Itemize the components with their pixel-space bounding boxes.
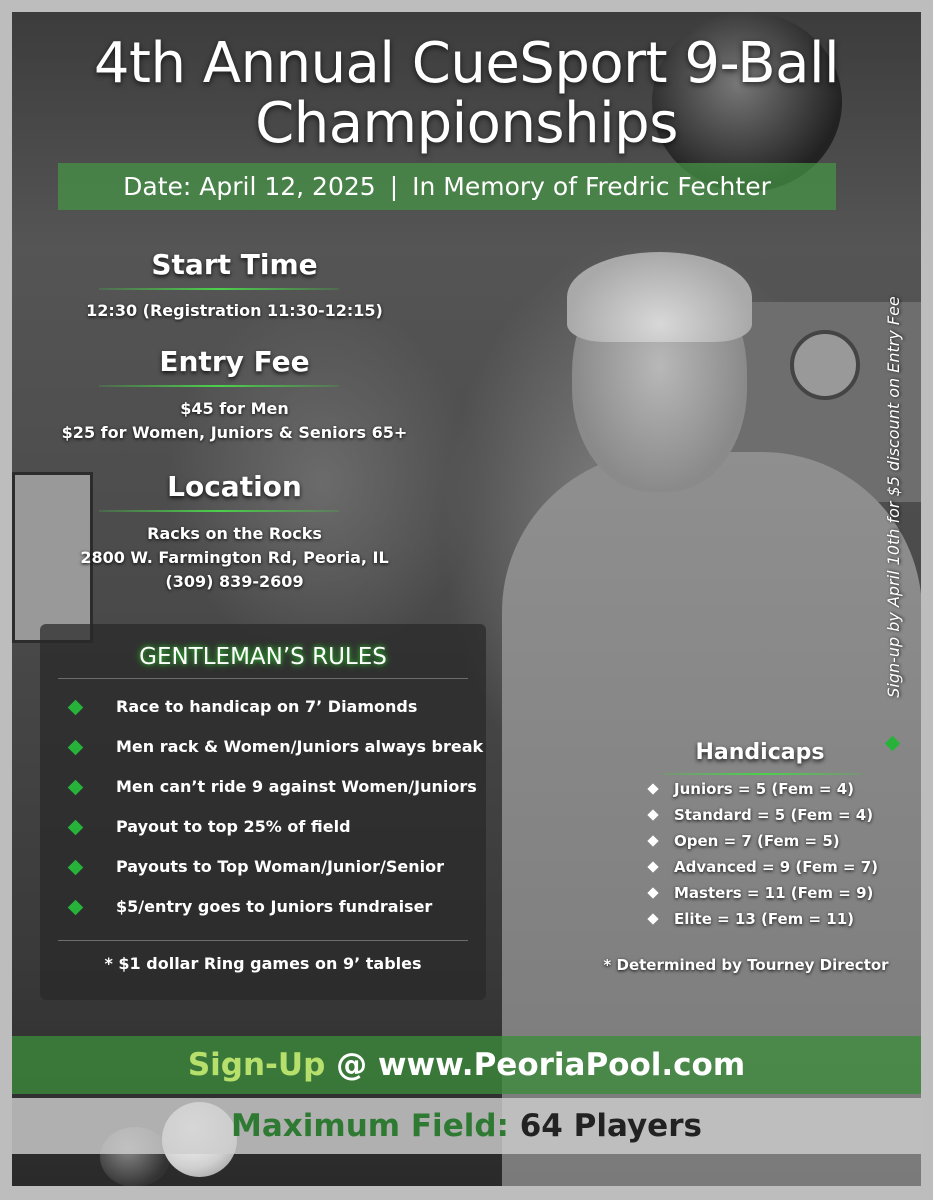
venue-phone: (309) 839-2609 <box>165 572 304 591</box>
venue-name: Racks on the Rocks <box>147 524 322 543</box>
rules-panel <box>40 624 486 1000</box>
green-diamond-icon <box>68 740 84 756</box>
max-field-label: Maximum Field: <box>231 1108 509 1144</box>
green-diamond-icon <box>68 820 84 836</box>
rules-list <box>58 692 484 932</box>
venue-address: 2800 W. Farmington Rd, Peoria, IL <box>80 548 389 567</box>
entry-fee-others: $25 for Women, Juniors & Seniors 65+ <box>61 423 408 442</box>
date-separator: | <box>389 172 399 201</box>
white-diamond-icon <box>647 809 658 820</box>
rules-title: GENTLEMAN’S RULES <box>139 644 387 670</box>
rules-top-divider <box>58 678 468 679</box>
handicap-item: Masters = 11 (Fem = 9) <box>644 880 878 906</box>
rules-bottom-divider <box>58 940 468 941</box>
handicaps-divider <box>662 773 862 775</box>
green-diamond-icon <box>68 780 84 796</box>
memorial-text: In Memory of Fredric Fechter <box>412 172 771 201</box>
white-diamond-icon <box>647 887 658 898</box>
poster <box>12 12 921 1186</box>
start-time-text: 12:30 (Registration 11:30-12:15) <box>86 301 383 320</box>
early-signup-discount-note: Sign-up by April 10th for $5 discount on Entry Fee <box>884 296 903 698</box>
handicap-item: Standard = 5 (Fem = 4) <box>644 802 878 828</box>
signup-band <box>12 1036 921 1094</box>
entry-fee-info <box>52 397 417 445</box>
signup-at: @ <box>336 1047 368 1083</box>
wall-clock-decoration <box>790 330 860 400</box>
date-band <box>58 163 836 210</box>
entry-fee-men: $45 for Men <box>180 399 289 418</box>
handicap-item: Advanced = 9 (Fem = 7) <box>644 854 878 880</box>
green-diamond-icon <box>68 860 84 876</box>
rule-item: $5/entry goes to Juniors fundraiser <box>58 892 478 932</box>
handicaps-heading: Handicaps <box>695 740 825 765</box>
start-time-divider <box>99 288 339 290</box>
ring-games-note: * $1 dollar Ring games on 9’ tables <box>104 954 422 973</box>
location-heading: Location <box>167 470 302 503</box>
white-diamond-icon <box>647 835 658 846</box>
handicaps-note: * Determined by Tourney Director <box>603 956 889 974</box>
handicaps-list <box>644 776 878 932</box>
location-divider <box>99 510 339 512</box>
white-diamond-icon <box>647 913 658 924</box>
signup-url-link[interactable]: www.PeoriaPool.com <box>377 1047 746 1083</box>
handicap-item: Juniors = 5 (Fem = 4) <box>644 776 878 802</box>
start-time-heading: Start Time <box>151 248 318 281</box>
white-diamond-icon <box>647 861 658 872</box>
rule-item: Race to handicap on 7’ Diamonds <box>58 692 478 732</box>
green-diamond-icon <box>68 900 84 916</box>
rule-item: Payouts to Top Woman/Junior/Senior <box>58 852 478 892</box>
entry-fee-divider <box>99 385 339 387</box>
green-diamond-icon <box>68 700 84 716</box>
signup-label: Sign-Up <box>187 1047 326 1083</box>
start-time-info <box>52 299 417 323</box>
location-info <box>52 522 417 594</box>
handicap-item: Open = 7 (Fem = 5) <box>644 828 878 854</box>
poster-title <box>12 31 921 156</box>
handicap-item: Elite = 13 (Fem = 11) <box>644 906 878 932</box>
entry-fee-heading: Entry Fee <box>159 345 310 378</box>
white-diamond-icon <box>647 783 658 794</box>
max-field-band <box>12 1098 921 1154</box>
event-date: Date: April 12, 2025 <box>123 172 376 201</box>
player-photo-hair <box>567 252 752 342</box>
title-line-1: 4th Annual CueSport 9-Ball <box>93 31 840 96</box>
title-line-2: Championships <box>255 91 678 156</box>
rule-item: Payout to top 25% of field <box>58 812 478 852</box>
rule-item: Men rack & Women/Juniors always break <box>58 732 478 772</box>
rule-item: Men can’t ride 9 against Women/Juniors <box>58 772 478 812</box>
max-field-value: 64 Players <box>519 1108 702 1144</box>
